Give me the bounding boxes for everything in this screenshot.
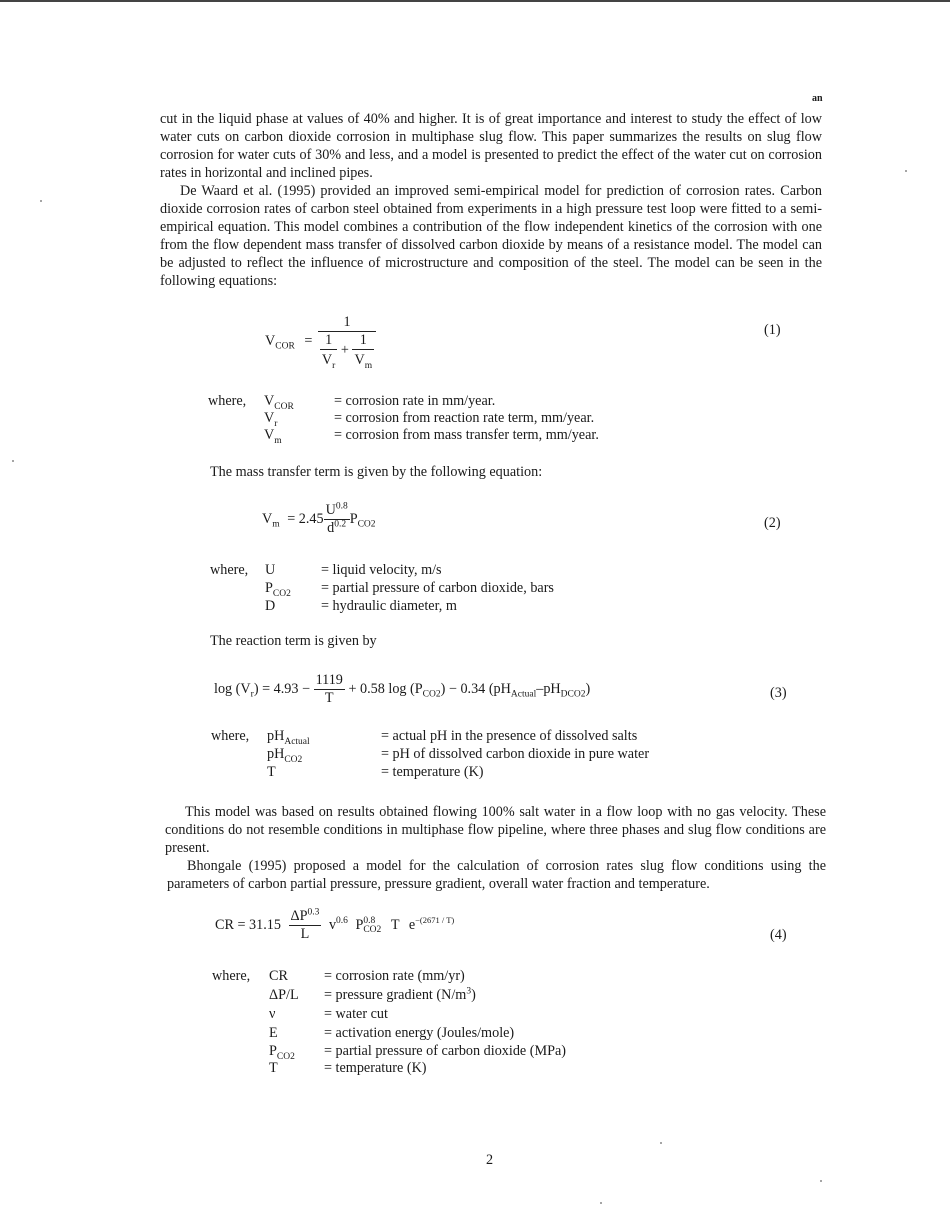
where-row: T = temperature (K) [267,764,484,780]
where-label: where, [211,728,250,744]
mass-transfer-intro: The mass transfer term is given by the following equation: [210,464,543,480]
bhongale-paragraph: Bhongale (1995) proposed a model for the calculation of corrosion rates slug flow conditions using the parameters of carbon partial pressure, pressure gradient, overall water fraction and temperature. [167,858,826,892]
where-list-3 [211,728,731,788]
model-note-paragraph: This model was based on results obtained flowing 100% salt water in a flow loop with no gas velocity. These conditions do not resemble conditions in multiphase flow pipeline, where three phases and slug flow conditions are present. [165,804,826,856]
where-row: D = hydraulic diameter, m [265,598,457,614]
corner-mark: an [812,93,823,104]
scan-speck [905,170,907,172]
scan-speck [12,460,14,462]
scan-speck [40,200,42,202]
where-row: $V_r$ = corrosion from reaction rate term, mm/year. [264,410,595,429]
equation-4-number: (4) [770,927,787,943]
where-row: U = liquid velocity, m/s [265,562,442,578]
where-list-2 [210,562,710,622]
where-label: where, [212,968,251,984]
scan-speck [820,1180,822,1182]
where-label: where, [208,393,247,409]
equation-3-number: (3) [770,685,787,701]
equation-4: CR = 31.15 $\frac{\Delta P^{0.3}}{L}$ $v^{0.6}$ P 0.8 CO2 T $e^{-(2671 / T)}$ [215,907,455,942]
where-list-1 [208,393,708,453]
where-row: $V_m$ = corrosion from mass transfer term, mm/year. [264,427,599,446]
reaction-intro: The reaction term is given by [210,633,377,649]
where-row: $P_{CO2}$ = partial pressure of carbon dioxide, bars [265,580,554,599]
equation-2-number: (2) [764,515,781,531]
dewaard-paragraph: De Waard et al. (1995) provided an improved semi-empirical model for prediction of corrosion rates. Carbon dioxide corrosion rates of carbon steel obtained from experiments in a high pressure test loop were fitted to a semi-empirical equation. This model combines a contribution of the flow independent kinetics of the corrosion with one from the flow dependent mass transfer of dissolved carbon dioxide by means of a resistance model. The model can be adjusted to reflect the influence of microstructure and composition of the steel. The model can be seen in the following equations: [160,183,822,289]
where-row: $V_{COR}$ = corrosion rate in mm/year. [264,393,496,412]
where-row: E = activation energy (Joules/mole) [269,1025,515,1041]
top-rule [0,0,950,2]
equation-3: $\log (V_r) = 4.93$ − $\frac{1119}{T}$ + 0.58 $\log (P_{CO2}) - 0.34$ $(pH_{Actual}-pH_{DCO2})$ [214,672,591,706]
where-list-4 [212,968,712,1078]
where-row: ν = water cut [269,1006,388,1022]
where-row: CR = corrosion rate (mm/yr) [269,968,465,984]
equation-2: $V_m = 2.45$ $\frac{U^{0.8}}{d^{0.2}}$ $P_{CO2}$ [262,501,376,536]
equation-1: $V_{COR}$ = 1 $\frac{1}{V_r}$ + $\frac{1}{V_m}$ [265,314,376,369]
equation-1-number: (1) [764,322,781,338]
where-label: where, [210,562,249,578]
where-row: $pH_{Actual}$ = actual pH in the presence of dissolved salts [267,728,638,747]
where-row: $P_{CO2}$ = partial pressure of carbon dioxide (MPa) [269,1043,567,1062]
where-row: $pH_{CO2}$ = pH of dissolved carbon dioxide in pure water [267,746,650,765]
where-row: T = temperature (K) [269,1060,427,1076]
intro-paragraph: cut in the liquid phase at values of 40% and higher. It is of great importance and interest to study the effect of low water cuts on carbon dioxide corrosion in multiphase slug flow. This paper summarizes the results on slug flow corrosion for water cuts of 30% and less, and a model is presented to predict the effect of the water cut on corrosion rates in horizontal and inclined pipes. [160,111,822,181]
scan-speck [660,1142,662,1144]
page-number: 2 [486,1152,494,1168]
scan-speck [600,1202,602,1204]
where-row: ΔP/L = pressure gradient $(N/m^3)$ [269,986,476,1003]
